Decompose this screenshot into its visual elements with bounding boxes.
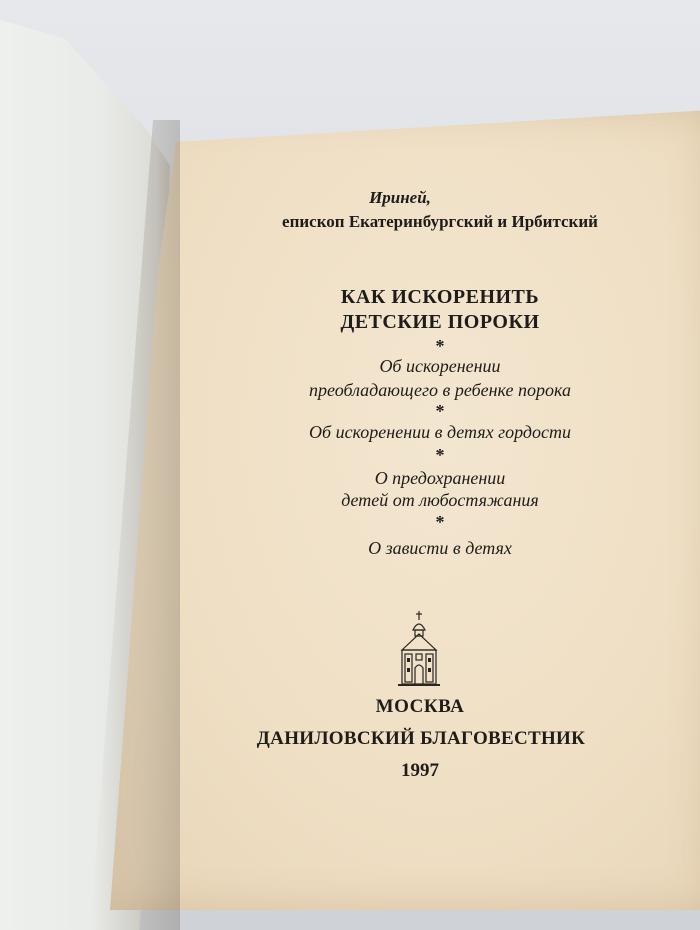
author-name: Ириней, xyxy=(369,188,431,207)
section-2-line-1: Об искоренении в детях гордости xyxy=(309,422,571,442)
imprint-year: 1997 xyxy=(401,760,439,781)
author-title: епископ Екатеринбургский и Ирбитский xyxy=(282,212,598,231)
separator-star: * xyxy=(435,401,445,421)
imprint-city: МОСКВА xyxy=(375,696,465,717)
separator-star: * xyxy=(435,512,445,532)
church-icon xyxy=(398,610,440,686)
separator-star: * xyxy=(435,445,445,465)
section-3-line-1: О предохранении xyxy=(374,468,506,488)
section-3-line-2: детей от любостяжания xyxy=(341,490,539,510)
imprint-publisher: ДАНИЛОВСКИЙ БЛАГОВЕСТНИК xyxy=(256,728,586,749)
separator-star: * xyxy=(435,336,445,356)
book-title-line-1: КАК ИСКОРЕНИТЬ xyxy=(340,286,540,308)
book-title-line-2: ДЕТСКИЕ ПОРОКИ xyxy=(340,311,540,333)
section-1-line-1: Об искоренении xyxy=(379,356,501,376)
section-4-line-1: О зависти в детях xyxy=(368,538,512,558)
section-1-line-2: преобладающего в ребенке порока xyxy=(308,380,571,400)
